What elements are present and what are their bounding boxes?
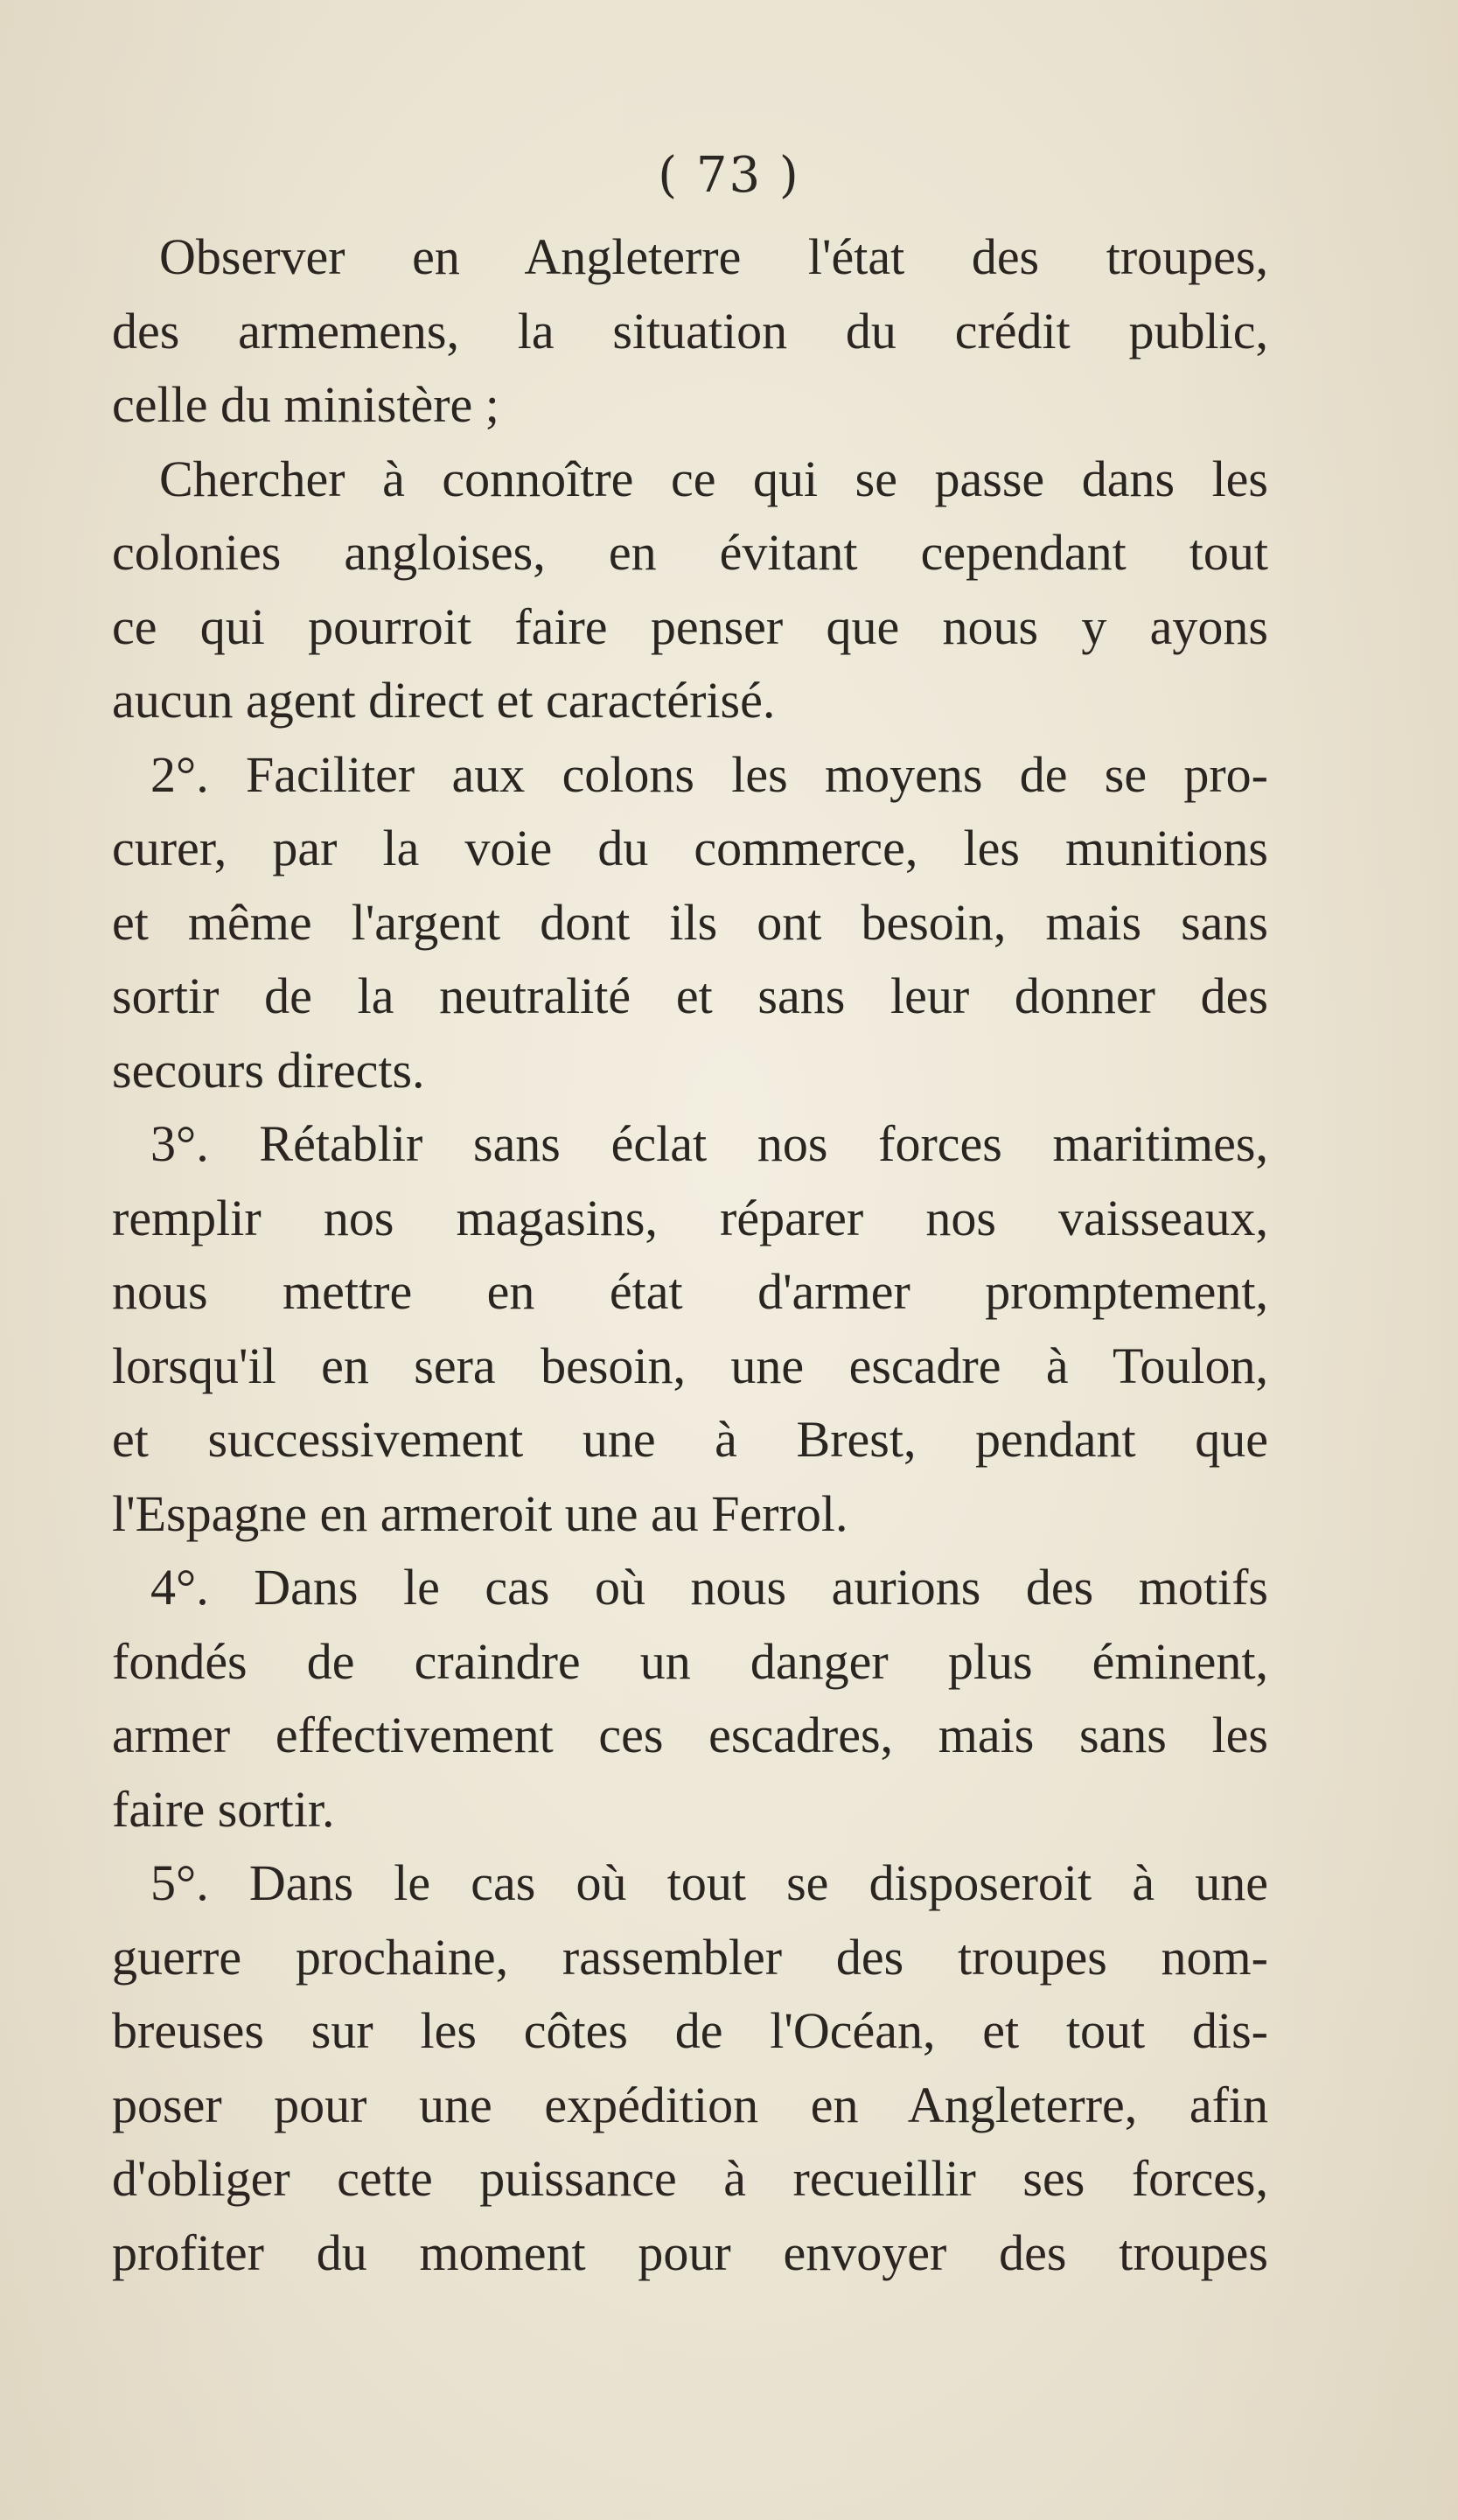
text-line: des armemens, la situation du crédit public, <box>112 302 1268 360</box>
text-line: celle du ministère ; <box>112 376 499 433</box>
text-line: fondés de craindre un danger plus éminent, <box>112 1632 1268 1690</box>
text-line: secours directs. <box>112 1041 425 1099</box>
text-line: 4°. Dans le cas où nous aurions des motifs <box>150 1559 1268 1616</box>
text-line: profiter du moment pour envoyer des troupes <box>112 2223 1268 2281</box>
text-line: Observer en Angleterre l'état des troupes, <box>159 228 1268 285</box>
text-line: colonies angloises, en évitant cependant tout <box>112 524 1268 581</box>
text-line: d'obliger cette puissance à recueillir ses forces, <box>112 2150 1268 2207</box>
text-line: et même l'argent dont ils ont besoin, mais sans <box>112 893 1268 951</box>
text-line: sortir de la neutralité et sans leur donner des <box>112 967 1268 1024</box>
text-line: nous mettre en état d'armer promptement, <box>112 1263 1268 1320</box>
text-line: curer, par la voie du commerce, les munitions <box>112 820 1268 876</box>
text-line: lorsqu'il en sera besoin, une escadre à Toulon, <box>112 1337 1268 1394</box>
page-body-text <box>112 220 1268 2290</box>
text-line: poser pour une expédition en Angleterre, afin <box>112 2076 1268 2133</box>
text-line: remplir nos magasins, réparer nos vaisseaux, <box>112 1189 1268 1246</box>
text-line: 5°. Dans le cas où tout se disposeroit à une <box>150 1854 1268 1911</box>
text-line: faire sortir. <box>112 1780 335 1838</box>
text-line: Chercher à connoître ce qui se passe dans les <box>159 450 1268 507</box>
text-line: armer effectivement ces escadres, mais sans les <box>112 1707 1268 1763</box>
text-line: 3°. Rétablir sans éclat nos forces maritimes, <box>150 1115 1268 1172</box>
text-line: aucun agent direct et caractérisé. <box>112 672 776 729</box>
text-line: l'Espagne en armeroit une au Ferrol. <box>112 1484 848 1542</box>
text-line: ce qui pourroit faire penser que nous y ayons <box>112 597 1268 655</box>
text-line: guerre prochaine, rassembler des troupes nom- <box>112 1928 1268 1986</box>
text-line: 2°. Faciliter aux colons les moyens de se pro- <box>150 745 1268 803</box>
text-line: breuses sur les côtes de l'Océan, et tout dis- <box>112 2002 1268 2059</box>
text-line: et successivement une à Brest, pendant que <box>112 1411 1268 1468</box>
page-number: ( 73 ) <box>658 147 800 204</box>
